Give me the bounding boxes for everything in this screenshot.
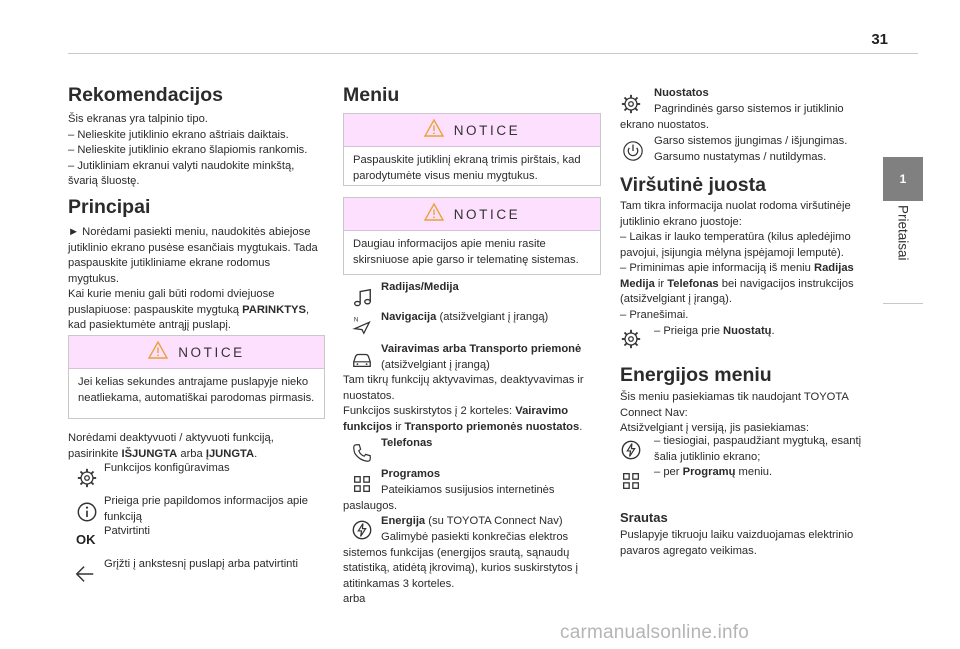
navigation-label [381, 310, 601, 326]
warning-icon [148, 341, 168, 364]
vehicle-text-f: . [579, 420, 583, 433]
virs-2a: – Priminimas apie informaciją iš meniu [620, 262, 814, 274]
svg-text:N: N [353, 316, 359, 324]
notice-header [344, 114, 600, 147]
music-note-icon [351, 287, 373, 309]
navigation-note: (atsižvelgiant į įrangą) [436, 311, 549, 323]
notice-header [344, 198, 600, 231]
ok-label: Patvirtinti [104, 525, 151, 537]
on-keyword: ĮJUNGTA [205, 447, 255, 460]
top-rule [68, 53, 918, 54]
phone-label: Telefonas [381, 437, 433, 449]
srautas-text: Puslapyje tikruoju laiku vaizduojamas elektrinio pavaros agregato veikimas. [620, 529, 854, 557]
notice-text: Paspauskite jutiklinį ekraną trimis pirštais, kad parodytumėte visus meniu mygtukus. [353, 154, 581, 182]
radio-label: Radijas/Medija [381, 281, 459, 293]
notice-title: NOTICE [453, 122, 521, 138]
virs-2c: ir [654, 277, 668, 290]
power-icon [622, 140, 644, 162]
phone-icon [351, 442, 373, 464]
virs-item: – Laikas ir lauko temperatūra (kilus apledėjimo pavojui, įsijungia mėlyna įspėjamoji lemputė). [620, 231, 851, 259]
rek-line: Šis ekranas yra talpinio tipo. [68, 113, 208, 125]
vehicle-text-d: ir [392, 420, 405, 433]
side-rule [883, 303, 923, 304]
virs-item: – Pranešimai. [620, 308, 689, 321]
vehicle-note: (atsižvelgiant į įrangą) [381, 358, 490, 371]
vehicle-text [343, 373, 601, 435]
watermark: carmanualsonline.info [560, 622, 750, 643]
navigation-arrow-icon [351, 314, 373, 336]
toggle-c: arba [177, 447, 206, 460]
options-keyword: PARINKTYS [242, 303, 306, 316]
rek-line: – Nelieskite jutiklinio ekrano šlapiomis rankomis. [68, 144, 308, 156]
notice-title: NOTICE [453, 206, 521, 222]
heading-meniu: Meniu [343, 84, 400, 106]
toggle-e: . [254, 447, 258, 460]
phone-keyword: Telefonas [667, 277, 719, 290]
gear-icon [620, 328, 642, 350]
energy-or: arba [343, 593, 366, 605]
notice-header [69, 336, 324, 369]
vehicle-text-b1: Funkcijos suskirstytos į 2 korteles: [343, 405, 516, 417]
apps-keyword: Programų [682, 466, 736, 478]
vehicle-text-b [343, 404, 601, 435]
vehicle-heading [381, 342, 601, 373]
power-text: Garso sistemos įjungimas / išjungimas. Garsumo nustatymas / nutildymas. [654, 135, 848, 163]
notice-box [343, 113, 601, 186]
virs-4c: . [771, 325, 775, 337]
config-label: Funkcijos konfigūravimas [104, 462, 230, 474]
toggle-text [68, 431, 324, 462]
virs-item [620, 261, 870, 308]
notice-box [68, 335, 325, 419]
energy-note: (su TOYOTA Connect Nav) [425, 515, 563, 527]
heading-srautas: Srautas [620, 510, 668, 525]
settings-title: Nuostatos [654, 87, 709, 99]
warning-icon [424, 203, 444, 226]
virs-2e: bei navigacijos instrukcijos (atsižvelgiant į įrangą). [620, 277, 854, 305]
rek-line: – Jutikliniam ekranui valyti naudokite minkštą, [68, 159, 295, 172]
notice-title: NOTICE [178, 344, 245, 360]
page-number: 31 [871, 31, 888, 48]
off-keyword: IŠJUNGTA [121, 447, 178, 460]
heading-rekomendacijos: Rekomendacijos [68, 84, 223, 106]
principai-paragraph-1: ► Norėdami pasiekti meniu, naudokitės abiejose jutiklinio ekrano pusėse esančiais mygtukais. Tada paspauskite jutikliniame ekrane rodomus mygtukus. [68, 226, 318, 285]
apps-heading [381, 467, 601, 483]
rek-line: švarią šluostę. [68, 175, 140, 187]
vehicle-settings-keyword: Transporto priemonės nuostatos [404, 420, 580, 433]
chapter-label: Prietaisai [895, 205, 911, 261]
notice-text: Jei kelias sekundes antrajame puslapyje nieko neatliekama, automatiškai parodomas pirmasis. [78, 376, 315, 404]
chapter-label-wrap [878, 205, 928, 305]
virs-intro: Tam tikra informacija nuolat rodoma viršutinėje jutiklinio ekrano juostoje: [620, 200, 851, 228]
warning-icon [424, 119, 444, 142]
back-arrow-icon [74, 563, 96, 585]
energ-item-apps [654, 465, 874, 481]
virs-4a: – Prieiga prie [654, 325, 724, 337]
energy-icon [620, 439, 642, 461]
energ-intro: Šis meniu pasiekiamas tik naudojant TOYOTA Connect Nav: [620, 391, 849, 419]
driving-functions-keyword: Vairavimo funkcijos [343, 405, 569, 433]
chapter-number: 1 [899, 172, 907, 186]
settings-text: Pagrindinės garso sistemos ir jutiklinio ekrano nuostatos. [620, 103, 844, 131]
chapter-tab[interactable] [883, 157, 923, 201]
heading-principai: Principai [68, 196, 151, 218]
virsutine-text [620, 199, 870, 323]
heading-virsutine-juosta: Viršutinė juosta [620, 174, 766, 196]
rek-line: – Nelieskite jutiklinio ekrano aštriais daiktais. [68, 128, 289, 141]
heading-energijos-meniu: Energijos meniu [620, 364, 772, 386]
energy-text: Galimybė pasiekti konkrečias elektros sistemos funkcijas (energijos srautą, sąnaudų statistiką, atidėtą įkrovimą), kurios suskirstytos į atitinkamas 3 korteles. [343, 531, 579, 590]
info-label: Prieiga prie papildomos informacijos apie funkciją [104, 495, 308, 523]
energ-text [620, 390, 870, 437]
settings-keyword: Nuostatų [723, 325, 772, 337]
apps-title: Programos [381, 468, 441, 480]
navigation-keyword: Navigacija [381, 311, 437, 323]
energy-heading [381, 514, 601, 530]
back-label: Grįžti į ankstesnį puslapį arba patvirtinti [104, 558, 299, 570]
info-icon [76, 501, 98, 523]
principai-2a: Kai kurie meniu gali būti rodomi dviejuose puslapiuose: paspauskite mygtuką [68, 288, 275, 316]
energ-2c: meniu. [735, 466, 773, 478]
toggle-a: Norėdami deaktyvuoti / aktyvuoti funkciją, pasirinkite [68, 432, 274, 460]
vehicle-title: Vairavimas arba Transporto priemonė [381, 343, 582, 355]
apps-text: Pateikiamos susijusios internetinės paslaugos. [343, 484, 555, 512]
principai-text [68, 225, 324, 334]
ok-icon: OK [76, 532, 96, 547]
energ-item-direct: – tiesiogiai, paspaudžiant mygtuką, esantį šalia jutiklinio ekrano; [654, 435, 862, 463]
radio-media-keyword: Radijas Medija [620, 262, 854, 290]
settings-heading [654, 86, 874, 102]
vehicle-text-a: Tam tikrų funkcijų aktyvavimas, deaktyvavimas ir nuostatos. [343, 374, 584, 402]
gear-icon [76, 467, 98, 489]
energ-version: Atsižvelgiant į versiją, jis pasiekiamas: [620, 422, 810, 434]
principai-paragraph-2 [68, 287, 324, 334]
principai-2c: , kad pasiektumėte antrąjį puslapį. [68, 303, 310, 331]
virs-item-settings [654, 324, 874, 340]
rekomendacijos-list [68, 112, 328, 190]
apps-grid-icon [620, 470, 642, 492]
car-icon [351, 349, 373, 371]
notice-text: Daugiau informacijos apie meniu rasite skirsniuose apie garso ir telematinę sistemas. [353, 238, 579, 266]
energy-keyword: Energija [381, 515, 426, 527]
energ-2a: – per [654, 466, 683, 478]
notice-box [343, 197, 601, 275]
